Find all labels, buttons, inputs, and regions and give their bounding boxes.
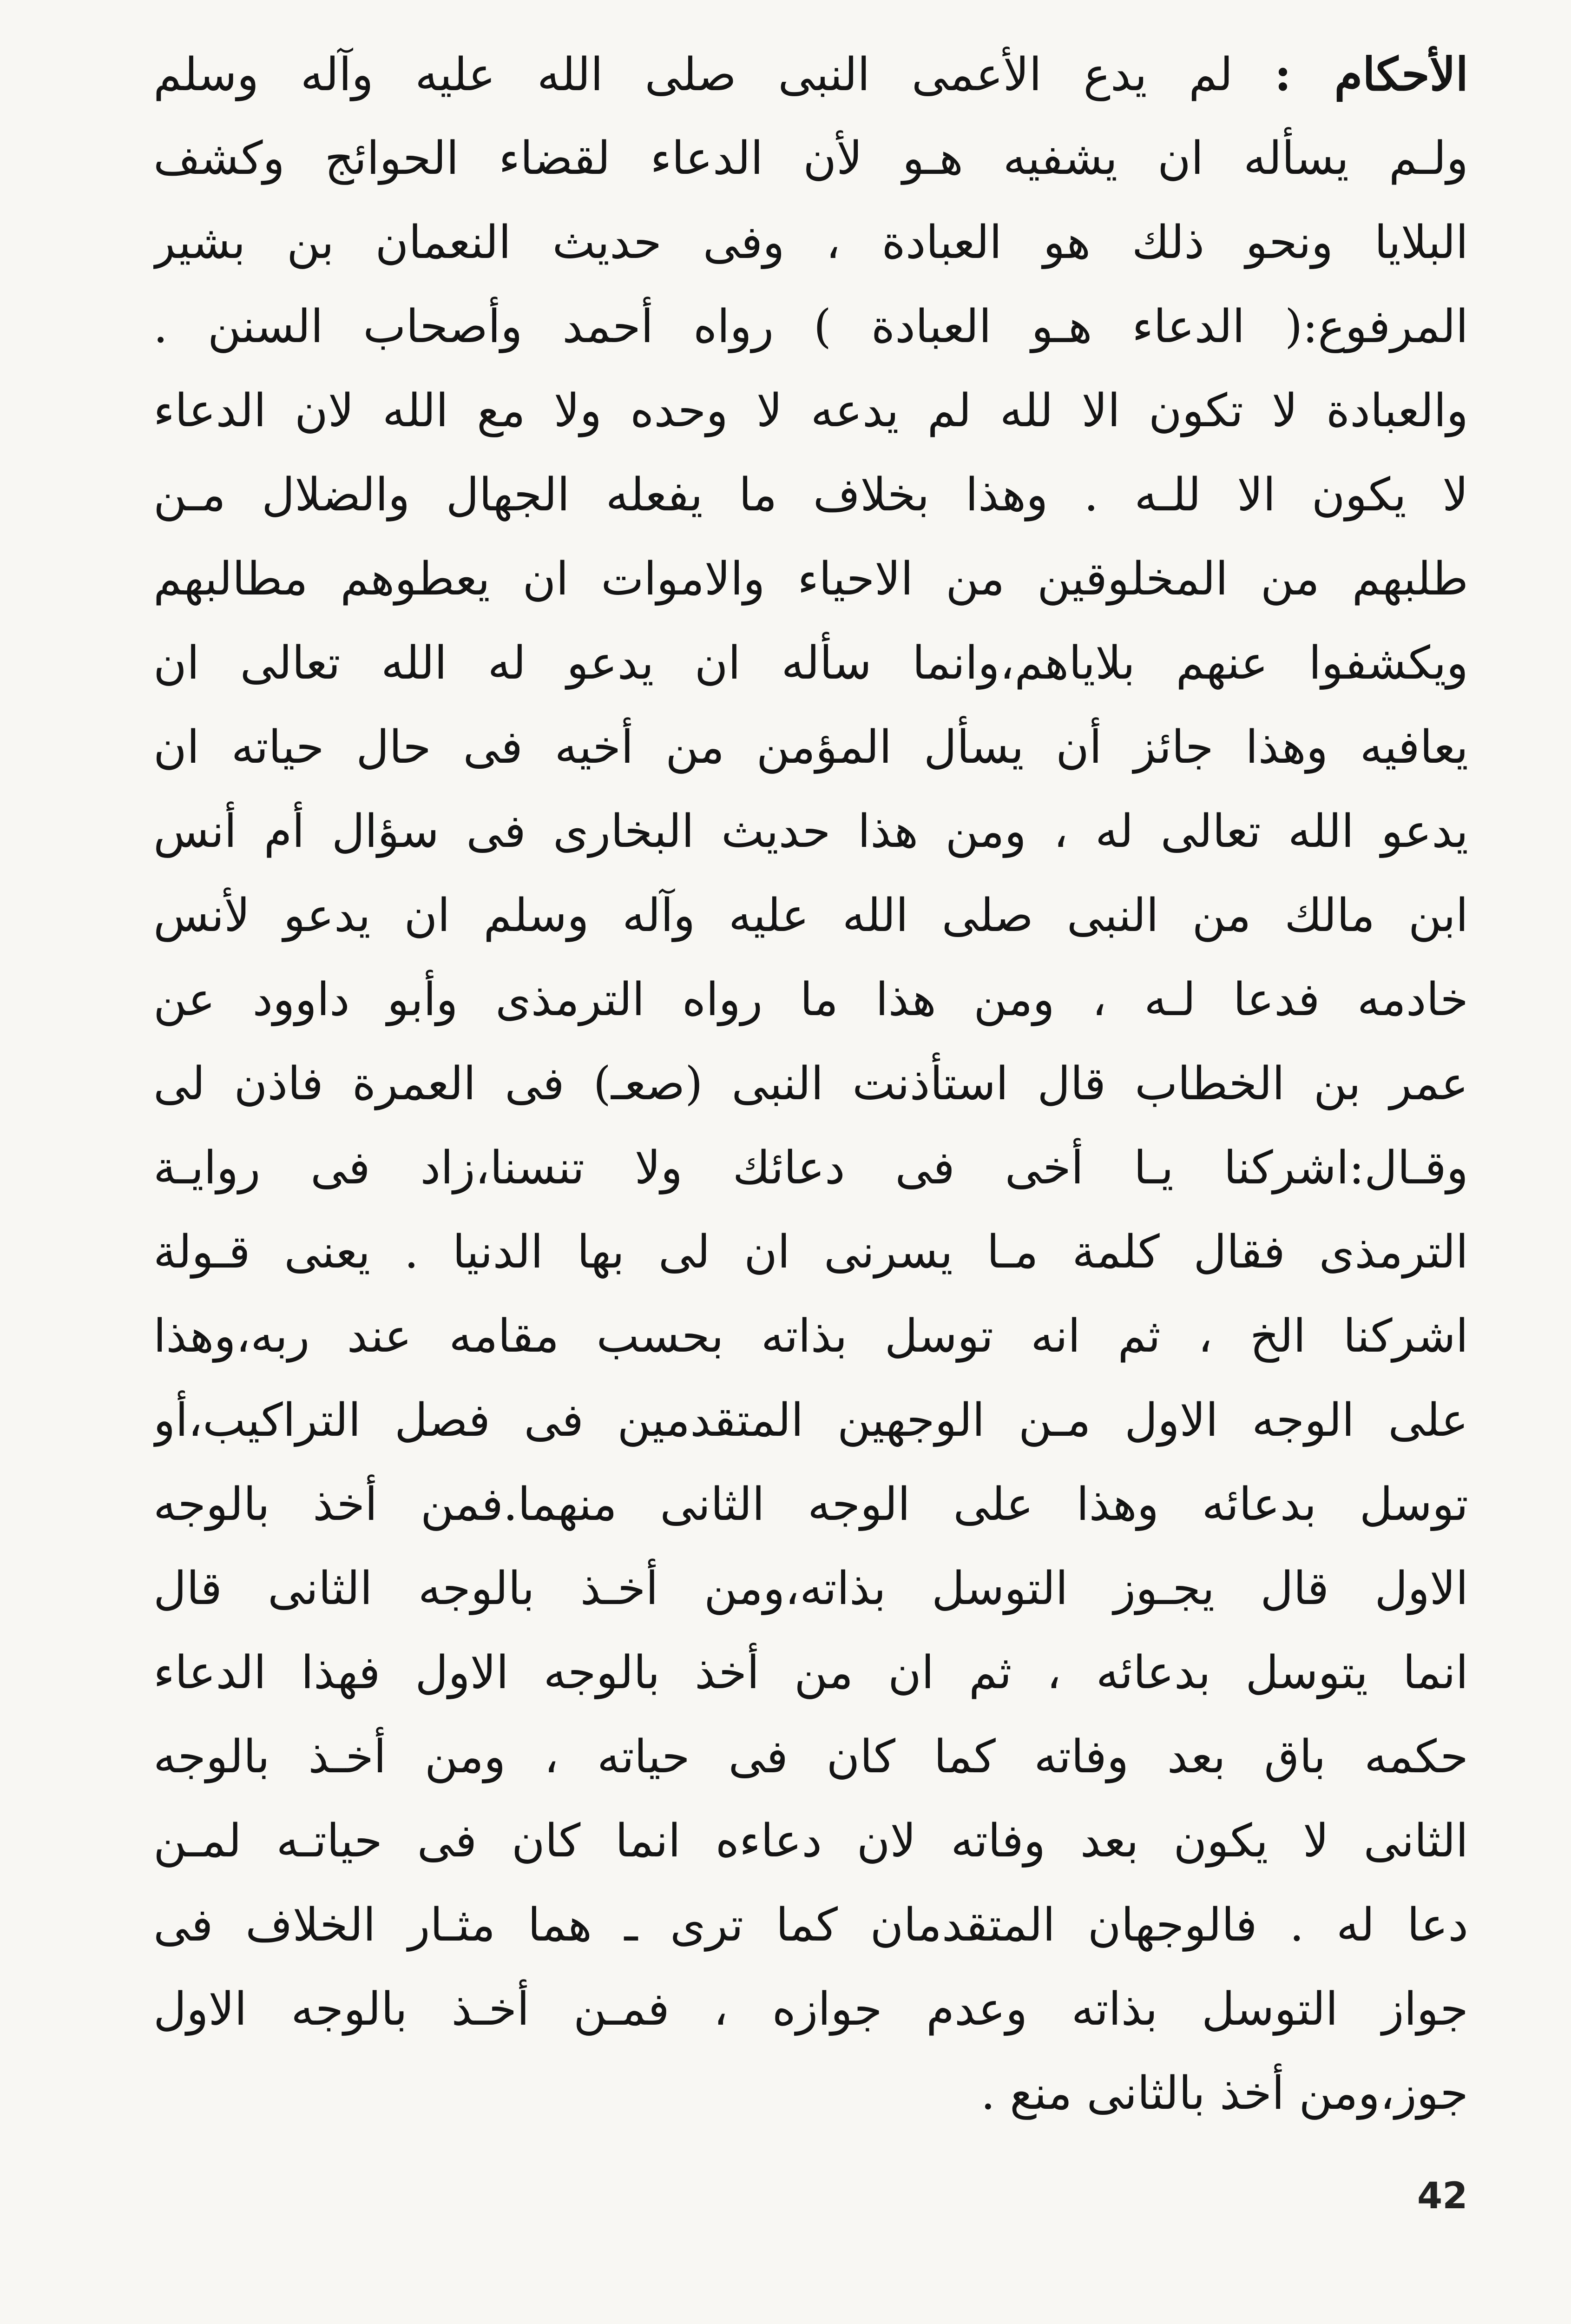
text-line-6: لا يكون الا للـه . وهذا بخلاف ما يفعله الجهال والضلال مـن [153, 469, 1468, 522]
text-line-25: جوز،ومن أخذ بالثانى منع . [980, 2067, 1468, 2120]
text-line-15: الترمذى فقال كلمة مـا يسرنى ان لى بها الدنيا . يعنى قـولة [153, 1226, 1468, 1279]
body-text [153, 33, 1468, 2136]
text-line-7: طلبهم من المخلوقين من الاحياء والاموات ان يعطوهم مطالبهم [153, 553, 1468, 606]
text-line-10: يدعو الله تعالى له ، ومن هذا حديث البخارى فى سؤال أم أنس [153, 805, 1468, 858]
text-line-20: انما يتوسل بدعائه ، ثم ان من أخذ بالوجه الاول فهذا الدعاء [153, 1646, 1468, 1699]
text-line-1 [153, 33, 1468, 117]
page-number: 42 [1417, 2175, 1468, 2217]
text-line-5: والعبادة لا تكون الا لله لم يدعه لا وحده ولا مع الله لان الدعاء [153, 384, 1468, 437]
text-line-4: المرفوع:( الدعاء هـو العبادة ) رواه أحمد وأصحاب السنن . [153, 300, 1468, 353]
text-line-24: جواز التوسل بذاته وعدم جوازه ، فمـن أخـذ بالوجه الاول [153, 1983, 1468, 2036]
text-line-11: ابن مالك من النبى صلى الله عليه وآله وسلم ان يدعو لأنس [153, 889, 1468, 942]
text-line-18: توسل بدعائه وهذا على الوجه الثانى منهما.فمن أخذ بالوجه [153, 1478, 1468, 1531]
text-line-12: خادمه فدعا لـه ، ومن هذا ما رواه الترمذى وأبو داوود عن [153, 973, 1468, 1026]
text-line-16: اشركنا الخ ، ثم انه توسل بذاته بحسب مقامه عند ربه،وهذا [153, 1310, 1468, 1363]
text-line-23: دعا له . فالوجهان المتقدمان كما ترى ـ هما مثـار الخلاف فى [153, 1899, 1468, 1952]
text-line-2: ولـم يسأله ان يشفيه هـو لأن الدعاء لقضاء الحوائج وكشف [153, 132, 1468, 185]
first-line-text: لم يدع الأعمى النبى صلى الله عليه وآله وسلم [153, 48, 1233, 101]
text-line-21: حكمه باق بعد وفاته كما كان فى حياته ، ومن أخـذ بالوجه [153, 1730, 1468, 1783]
text-line-17: على الوجه الاول مـن الوجهين المتقدمين فى فصل التراكيب،أو [153, 1394, 1468, 1447]
section-heading-word: الأحكام : [1274, 48, 1468, 101]
text-line-13: عمر بن الخطاب قال استأذنت النبى (صعـ) فى العمرة فاذن لى [153, 1057, 1468, 1110]
text-line-3: البلايا ونحو ذلك هو العبادة ، وفى حديث النعمان بن بشير [153, 216, 1468, 269]
text-line-8: ويكشفوا عنهم بلاياهم،وانما سأله ان يدعو له الله تعالى ان [153, 637, 1468, 690]
text-line-9: يعافيه وهذا جائز أن يسأل المؤمن من أخيه فى حال حياته ان [153, 721, 1468, 774]
text-line-14: وقـال:اشركنا يـا أخى فى دعائك ولا تنسنا،زاد فى روايـة [153, 1142, 1468, 1195]
text-line-19: الاول قال يجـوز التوسل بذاته،ومن أخـذ بالوجه الثانى قال [153, 1562, 1468, 1615]
text-line-22: الثانى لا يكون بعد وفاته لان دعاءه انما كان فى حياتـه لمـن [153, 1815, 1468, 1868]
